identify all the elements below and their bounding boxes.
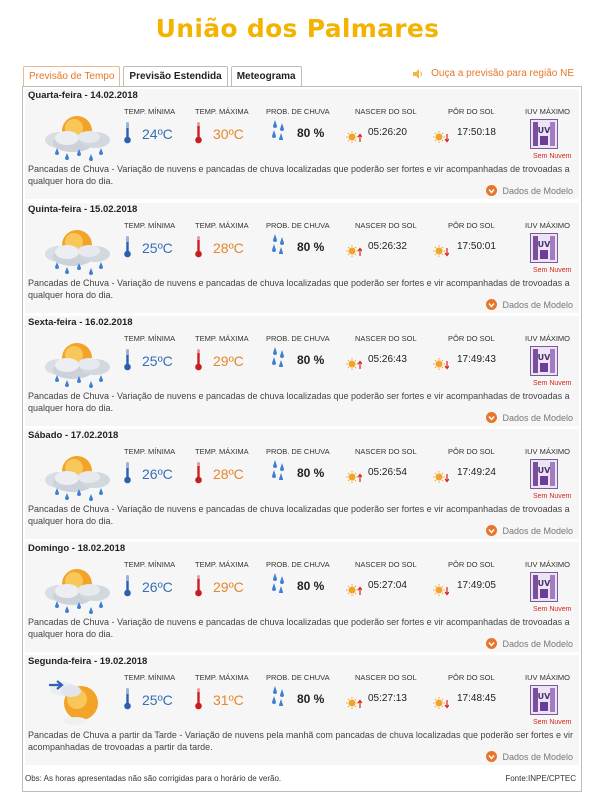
sunrise-icon [346,131,362,143]
dados-de-modelo-link[interactable] [486,299,573,310]
uv-index-extreme-icon [530,685,558,715]
uv-status: Sem Nuvem [533,493,572,500]
day-description: Pancadas de Chuva a partir da Tarde - Variação de nuvens pela manhã com pancadas de chuva localizadas que poderão ser fortes e vir acompanhadas de trovoadas a partir da tarde. [28,730,574,752]
label-prob-chuva: PROB. DE CHUVA [266,673,330,682]
label-por-do-sol: PÔR DO SOL [448,334,495,343]
day-forecast [25,203,579,313]
temp-max-value: 28ºC [213,240,244,256]
thermometer-hot-icon [195,688,202,710]
label-iuv-maximo: IUV MÁXIMO [525,107,571,116]
rain-drops-icon [270,686,286,706]
sunrise-time: 05:26:32 [368,241,407,252]
thermometer-cold-icon [124,575,131,597]
dados-de-modelo-link[interactable] [486,751,573,762]
rain-probability-value: 80 % [297,579,325,593]
thermometer-hot-icon [195,349,202,371]
thermometer-cold-icon [124,349,131,371]
rain-probability-value: 80 % [297,692,325,706]
temp-min-value: 25ºC [142,240,173,256]
label-prob-chuva: PROB. DE CHUVA [266,107,330,116]
rain-clouds-sun-icon [37,447,115,505]
thermometer-cold-icon [124,688,131,710]
svg-text:UV: UV [537,692,551,701]
dados-de-modelo-link[interactable] [486,525,573,536]
sunset-time: 17:50:18 [457,127,496,138]
label-prob-chuva: PROB. DE CHUVA [266,221,330,230]
day-name: Segunda-feira - 19.02.2018 [28,656,148,667]
rain-probability-value: 80 % [297,126,325,140]
label-temp-minima: TEMP. MÍNIMA [124,447,176,456]
forecast-tabs [23,66,305,86]
label-temp-maxima: TEMP. MÁXIMA [195,221,249,230]
uv-status: Sem Nuvem [533,380,572,387]
day-name: Domingo - 18.02.2018 [28,543,126,554]
label-prob-chuva: PROB. DE CHUVA [266,334,330,343]
day-description: Pancadas de Chuva - Variação de nuvens e pancadas de chuva localizadas que poderão ser fortes e vir acompanhadas de trovoadas a qualquer hora do dia. [28,617,570,639]
dados-de-modelo-label: Dados de Modelo [502,638,573,649]
label-prob-chuva: PROB. DE CHUVA [266,447,330,456]
temp-min-value: 25ºC [142,353,173,369]
temp-min-value: 25ºC [142,692,173,708]
uv-status: Sem Nuvem [533,606,572,613]
temp-max-value: 29ºC [213,579,244,595]
thermometer-cold-icon [124,122,131,144]
temp-max-value: 28ºC [213,466,244,482]
label-temp-minima: TEMP. MÍNIMA [124,334,176,343]
sunset-time: 17:50:01 [457,241,496,252]
sunrise-time: 05:27:13 [368,693,407,704]
tab-previsao-de-tempo[interactable]: Previsão de Tempo [23,66,120,86]
rain-probability-value: 80 % [297,353,325,367]
label-por-do-sol: PÔR DO SOL [448,447,495,456]
label-temp-maxima: TEMP. MÁXIMA [195,560,249,569]
listen-forecast-label: Ouça a previsão para região NE [431,68,574,79]
dados-de-modelo-link[interactable] [486,638,573,649]
label-nascer-do-sol: NASCER DO SOL [355,107,417,116]
rain-probability-value: 80 % [297,240,325,254]
day-name: Sexta-feira - 16.02.2018 [28,317,133,328]
sunset-time: 17:49:24 [457,467,496,478]
thermometer-hot-icon [195,575,202,597]
day-description: Pancadas de Chuva - Variação de nuvens e pancadas de chuva localizadas que poderão ser fortes e vir acompanhadas de trovoadas a qualquer hora do dia. [28,504,570,526]
label-por-do-sol: PÔR DO SOL [448,107,495,116]
tab-previsao-estendida[interactable]: Previsão Estendida [123,66,227,86]
page-title: União dos Palmares [155,14,440,43]
rain-drops-icon [270,120,286,140]
sunset-icon [433,697,449,709]
dados-de-modelo-link[interactable] [486,412,573,423]
sunrise-icon [346,584,362,596]
label-por-do-sol: PÔR DO SOL [448,673,495,682]
label-nascer-do-sol: NASCER DO SOL [355,447,417,456]
temp-min-value: 26ºC [142,466,173,482]
temp-max-value: 29ºC [213,353,244,369]
dados-de-modelo-label: Dados de Modelo [502,751,573,762]
speaker-icon [413,69,424,79]
uv-index-extreme-icon [530,346,558,376]
label-temp-maxima: TEMP. MÁXIMA [195,673,249,682]
day-forecast [25,89,579,199]
thermometer-hot-icon [195,122,202,144]
svg-text:UV: UV [537,126,551,135]
temp-max-value: 30ºC [213,126,244,142]
uv-index-extreme-icon [530,459,558,489]
rain-clouds-sun-icon [37,221,115,279]
tab-meteograma[interactable]: Meteograma [231,66,302,86]
forecast-panel [22,86,582,792]
dados-de-modelo-label: Dados de Modelo [502,525,573,536]
uv-status: Sem Nuvem [533,267,572,274]
day-name: Sábado - 17.02.2018 [28,430,119,441]
sunset-time: 17:48:45 [457,693,496,704]
dados-de-modelo-link[interactable] [486,185,573,196]
dados-de-modelo-label: Dados de Modelo [502,412,573,423]
label-nascer-do-sol: NASCER DO SOL [355,221,417,230]
label-temp-maxima: TEMP. MÁXIMA [195,447,249,456]
footer-note: Obs: As horas apresentadas não são corrigidas para o horário de verão. [25,774,282,783]
label-temp-maxima: TEMP. MÁXIMA [195,334,249,343]
arrow-down-circle-icon [486,412,497,423]
arrow-down-circle-icon [486,299,497,310]
rain-drops-icon [270,573,286,593]
label-nascer-do-sol: NASCER DO SOL [355,673,417,682]
sunrise-icon [346,471,362,483]
day-description: Pancadas de Chuva - Variação de nuvens e pancadas de chuva localizadas que poderão ser fortes e vir acompanhadas de trovoadas a qualquer hora do dia. [28,391,570,413]
rain-drops-icon [270,347,286,367]
temp-max-value: 31ºC [213,692,244,708]
sunset-icon [433,471,449,483]
sunrise-icon [346,245,362,257]
svg-text:UV: UV [537,240,551,249]
sunset-icon [433,245,449,257]
day-description: Pancadas de Chuva - Variação de nuvens e pancadas de chuva localizadas que poderão ser fortes e vir acompanhadas de trovoadas a qualquer hora do dia. [28,164,570,186]
sunset-icon [433,358,449,370]
sunset-icon [433,131,449,143]
label-temp-minima: TEMP. MÍNIMA [124,107,176,116]
day-name: Quarta-feira - 14.02.2018 [28,90,138,101]
arrow-down-circle-icon [486,525,497,536]
temp-min-value: 26ºC [142,579,173,595]
uv-index-extreme-icon [530,119,558,149]
sunrise-icon [346,358,362,370]
label-nascer-do-sol: NASCER DO SOL [355,334,417,343]
label-iuv-maximo: IUV MÁXIMO [525,221,571,230]
sun-clouds-wind-icon [37,673,115,731]
sunset-icon [433,584,449,596]
rain-probability-value: 80 % [297,466,325,480]
label-prob-chuva: PROB. DE CHUVA [266,560,330,569]
sunrise-time: 05:26:43 [368,354,407,365]
temp-min-value: 24ºC [142,126,173,142]
rain-clouds-sun-icon [37,107,115,165]
label-iuv-maximo: IUV MÁXIMO [525,673,571,682]
day-forecast [25,429,579,539]
sunrise-time: 05:26:54 [368,467,407,478]
day-forecast [25,316,579,426]
label-temp-maxima: TEMP. MÁXIMA [195,107,249,116]
label-temp-minima: TEMP. MÍNIMA [124,673,176,682]
label-iuv-maximo: IUV MÁXIMO [525,334,571,343]
sunrise-time: 05:26:20 [368,127,407,138]
uv-index-extreme-icon [530,233,558,263]
label-nascer-do-sol: NASCER DO SOL [355,560,417,569]
day-name: Quinta-feira - 15.02.2018 [28,204,138,215]
day-forecast [25,542,579,652]
label-temp-minima: TEMP. MÍNIMA [124,560,176,569]
uv-index-extreme-icon [530,572,558,602]
footer-source: Fonte:INPE/CPTEC [505,774,576,783]
svg-text:UV: UV [537,353,551,362]
thermometer-hot-icon [195,236,202,258]
svg-text:UV: UV [537,466,551,475]
label-por-do-sol: PÔR DO SOL [448,221,495,230]
label-iuv-maximo: IUV MÁXIMO [525,447,571,456]
sunrise-time: 05:27:04 [368,580,407,591]
thermometer-hot-icon [195,462,202,484]
arrow-down-circle-icon [486,638,497,649]
arrow-down-circle-icon [486,185,497,196]
listen-forecast-link[interactable] [413,68,574,79]
day-description: Pancadas de Chuva - Variação de nuvens e pancadas de chuva localizadas que poderão ser fortes e vir acompanhadas de trovoadas a qualquer hora do dia. [28,278,570,300]
thermometer-cold-icon [124,236,131,258]
svg-text:UV: UV [537,579,551,588]
day-forecast [25,655,579,765]
rain-clouds-sun-icon [37,334,115,392]
sunset-time: 17:49:43 [457,354,496,365]
rain-drops-icon [270,460,286,480]
uv-status: Sem Nuvem [533,719,572,726]
sunrise-icon [346,697,362,709]
rain-drops-icon [270,234,286,254]
label-por-do-sol: PÔR DO SOL [448,560,495,569]
dados-de-modelo-label: Dados de Modelo [502,299,573,310]
dados-de-modelo-label: Dados de Modelo [502,185,573,196]
arrow-down-circle-icon [486,751,497,762]
label-iuv-maximo: IUV MÁXIMO [525,560,571,569]
label-temp-minima: TEMP. MÍNIMA [124,221,176,230]
rain-clouds-sun-icon [37,560,115,618]
thermometer-cold-icon [124,462,131,484]
sunset-time: 17:49:05 [457,580,496,591]
uv-status: Sem Nuvem [533,153,572,160]
